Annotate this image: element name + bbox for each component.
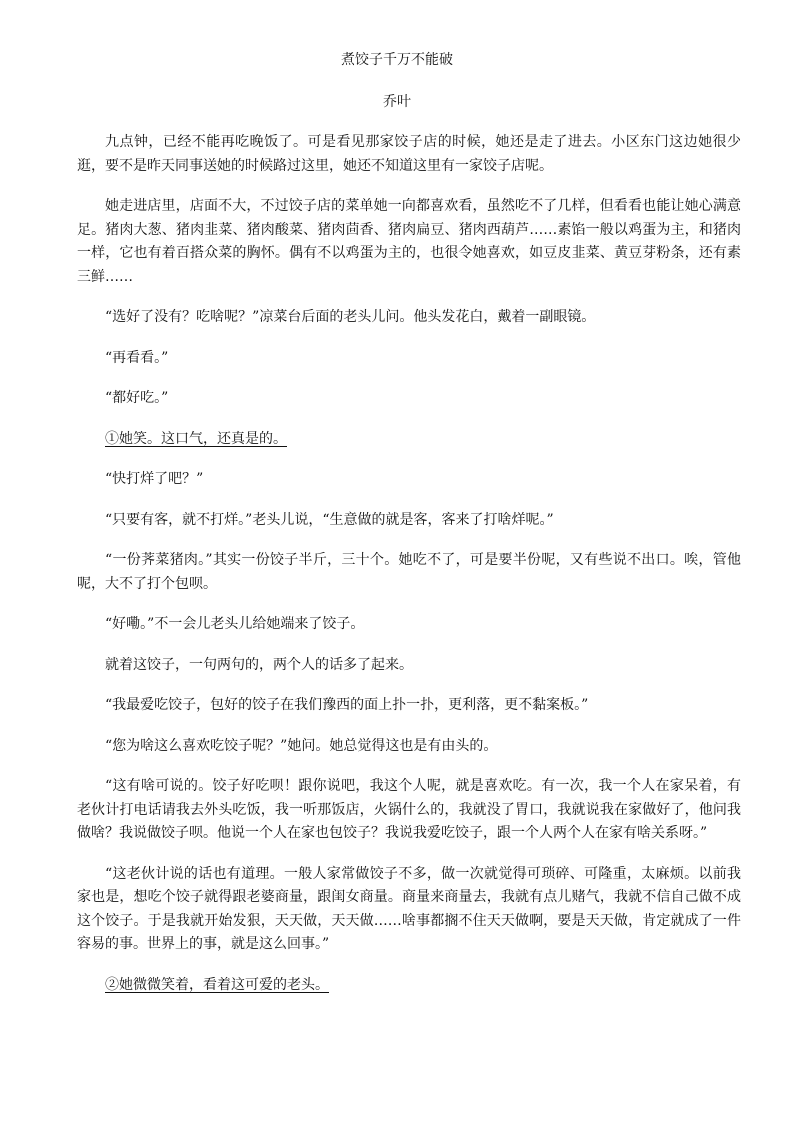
paragraph-12: “我最爱吃饺子，包好的饺子在我们豫西的面上扑一扑，更利落，更不黏案板。” [105, 697, 589, 713]
paragraph-15: “这老伙计说的话也有道理。一般人家常做饺子不多，做一次就觉得可琐碎、可隆重，太麻烦。以前我家也是，想吃个饺子就得跟老婆商量，跟闺女商量。商量来商量去，我就有点儿赌气，我就不信自己做不成这个饺子。于是我就开始发狠，天天做，天天做……啥事都搁不住天天做啊，要是天天做，肯定就成了一件容易的事。世界上的事，就是这么回事。” [77, 865, 741, 952]
underlined-sentence-2: ②她微微笑着，看着这可爱的老头。 [105, 976, 329, 993]
paragraph-1: 九点钟，已经不能再吃晚饭了。可是看见那家饺子店的时候，她还是走了进去。小区东门这边她很少逛，要不是昨天同事送她的时候路过这里，她还不知道这里有一家饺子店呢。 [77, 134, 741, 174]
paragraph-16-annotated [77, 974, 741, 998]
underlined-sentence-1: ①她笑。这口气，还真是的。 [105, 430, 287, 447]
paragraph-4: “再看看。” [105, 349, 169, 366]
paragraph-7: “快打烊了吧？” [105, 471, 204, 487]
paragraph-10: “好嘞。”不一会儿老头儿给她端来了饺子。 [105, 616, 365, 632]
article-body [77, 131, 741, 997]
article-author: 乔叶 [383, 94, 411, 110]
article-title: 煮饺子千万不能破 [341, 52, 453, 68]
paragraph-3: “选好了没有？吃啥呢？”凉菜台后面的老头儿问。他头发花白，戴着一副眼镜。 [105, 309, 596, 325]
paragraph-5: “都好吃。” [105, 390, 169, 406]
paragraph-6-annotated [77, 428, 741, 452]
paragraph-13: “您为啥这么喜欢吃饺子呢？”她问。她总觉得这也是有由头的。 [105, 737, 498, 754]
paragraph-11: 就着这饺子，一句两句的，两个人的话多了起来。 [105, 656, 413, 673]
paragraph-9: “一份荠菜猪肉。”其实一份饺子半斤，三十个。她吃不了，可是要半份呢，又有些说不出口。唉，管他呢，大不了打个包呗。 [77, 552, 741, 592]
paragraph-14: “这有啥可说的。饺子好吃呗！跟你说吧，我这个人呢，就是喜欢吃。有一次，我一个人在家呆着，有老伙计打电话请我去外头吃饭，我一听那饭店，火锅什么的，我就没了胃口，我就说我在家做好了，他问我做啥？我说做饺子呗。他说一个人在家也包饺子？我说我爱吃饺子，跟一个人两个人在家有啥关系呀。” [77, 778, 741, 841]
paragraph-8: “只要有客，就不打烊。”老头儿说，“生意做的就是客，客来了打啥烊呢。” [105, 511, 554, 528]
paragraph-2: 她走进店里，店面不大，不过饺子店的菜单她一向都喜欢看，虽然吃不了几样，但看看也能让她心满意足。猪肉大葱、猪肉韭菜、猪肉酸菜、猪肉茴香、猪肉扁豆、猪肉西葫芦……素馅一般以鸡蛋为主，和猪肉一样，它也有着百搭众菜的胸怀。偶有不以鸡蛋为主的，也很令她喜欢，如豆皮韭菜、黄豆芽粉条，还有素三鲜…… [77, 198, 741, 285]
